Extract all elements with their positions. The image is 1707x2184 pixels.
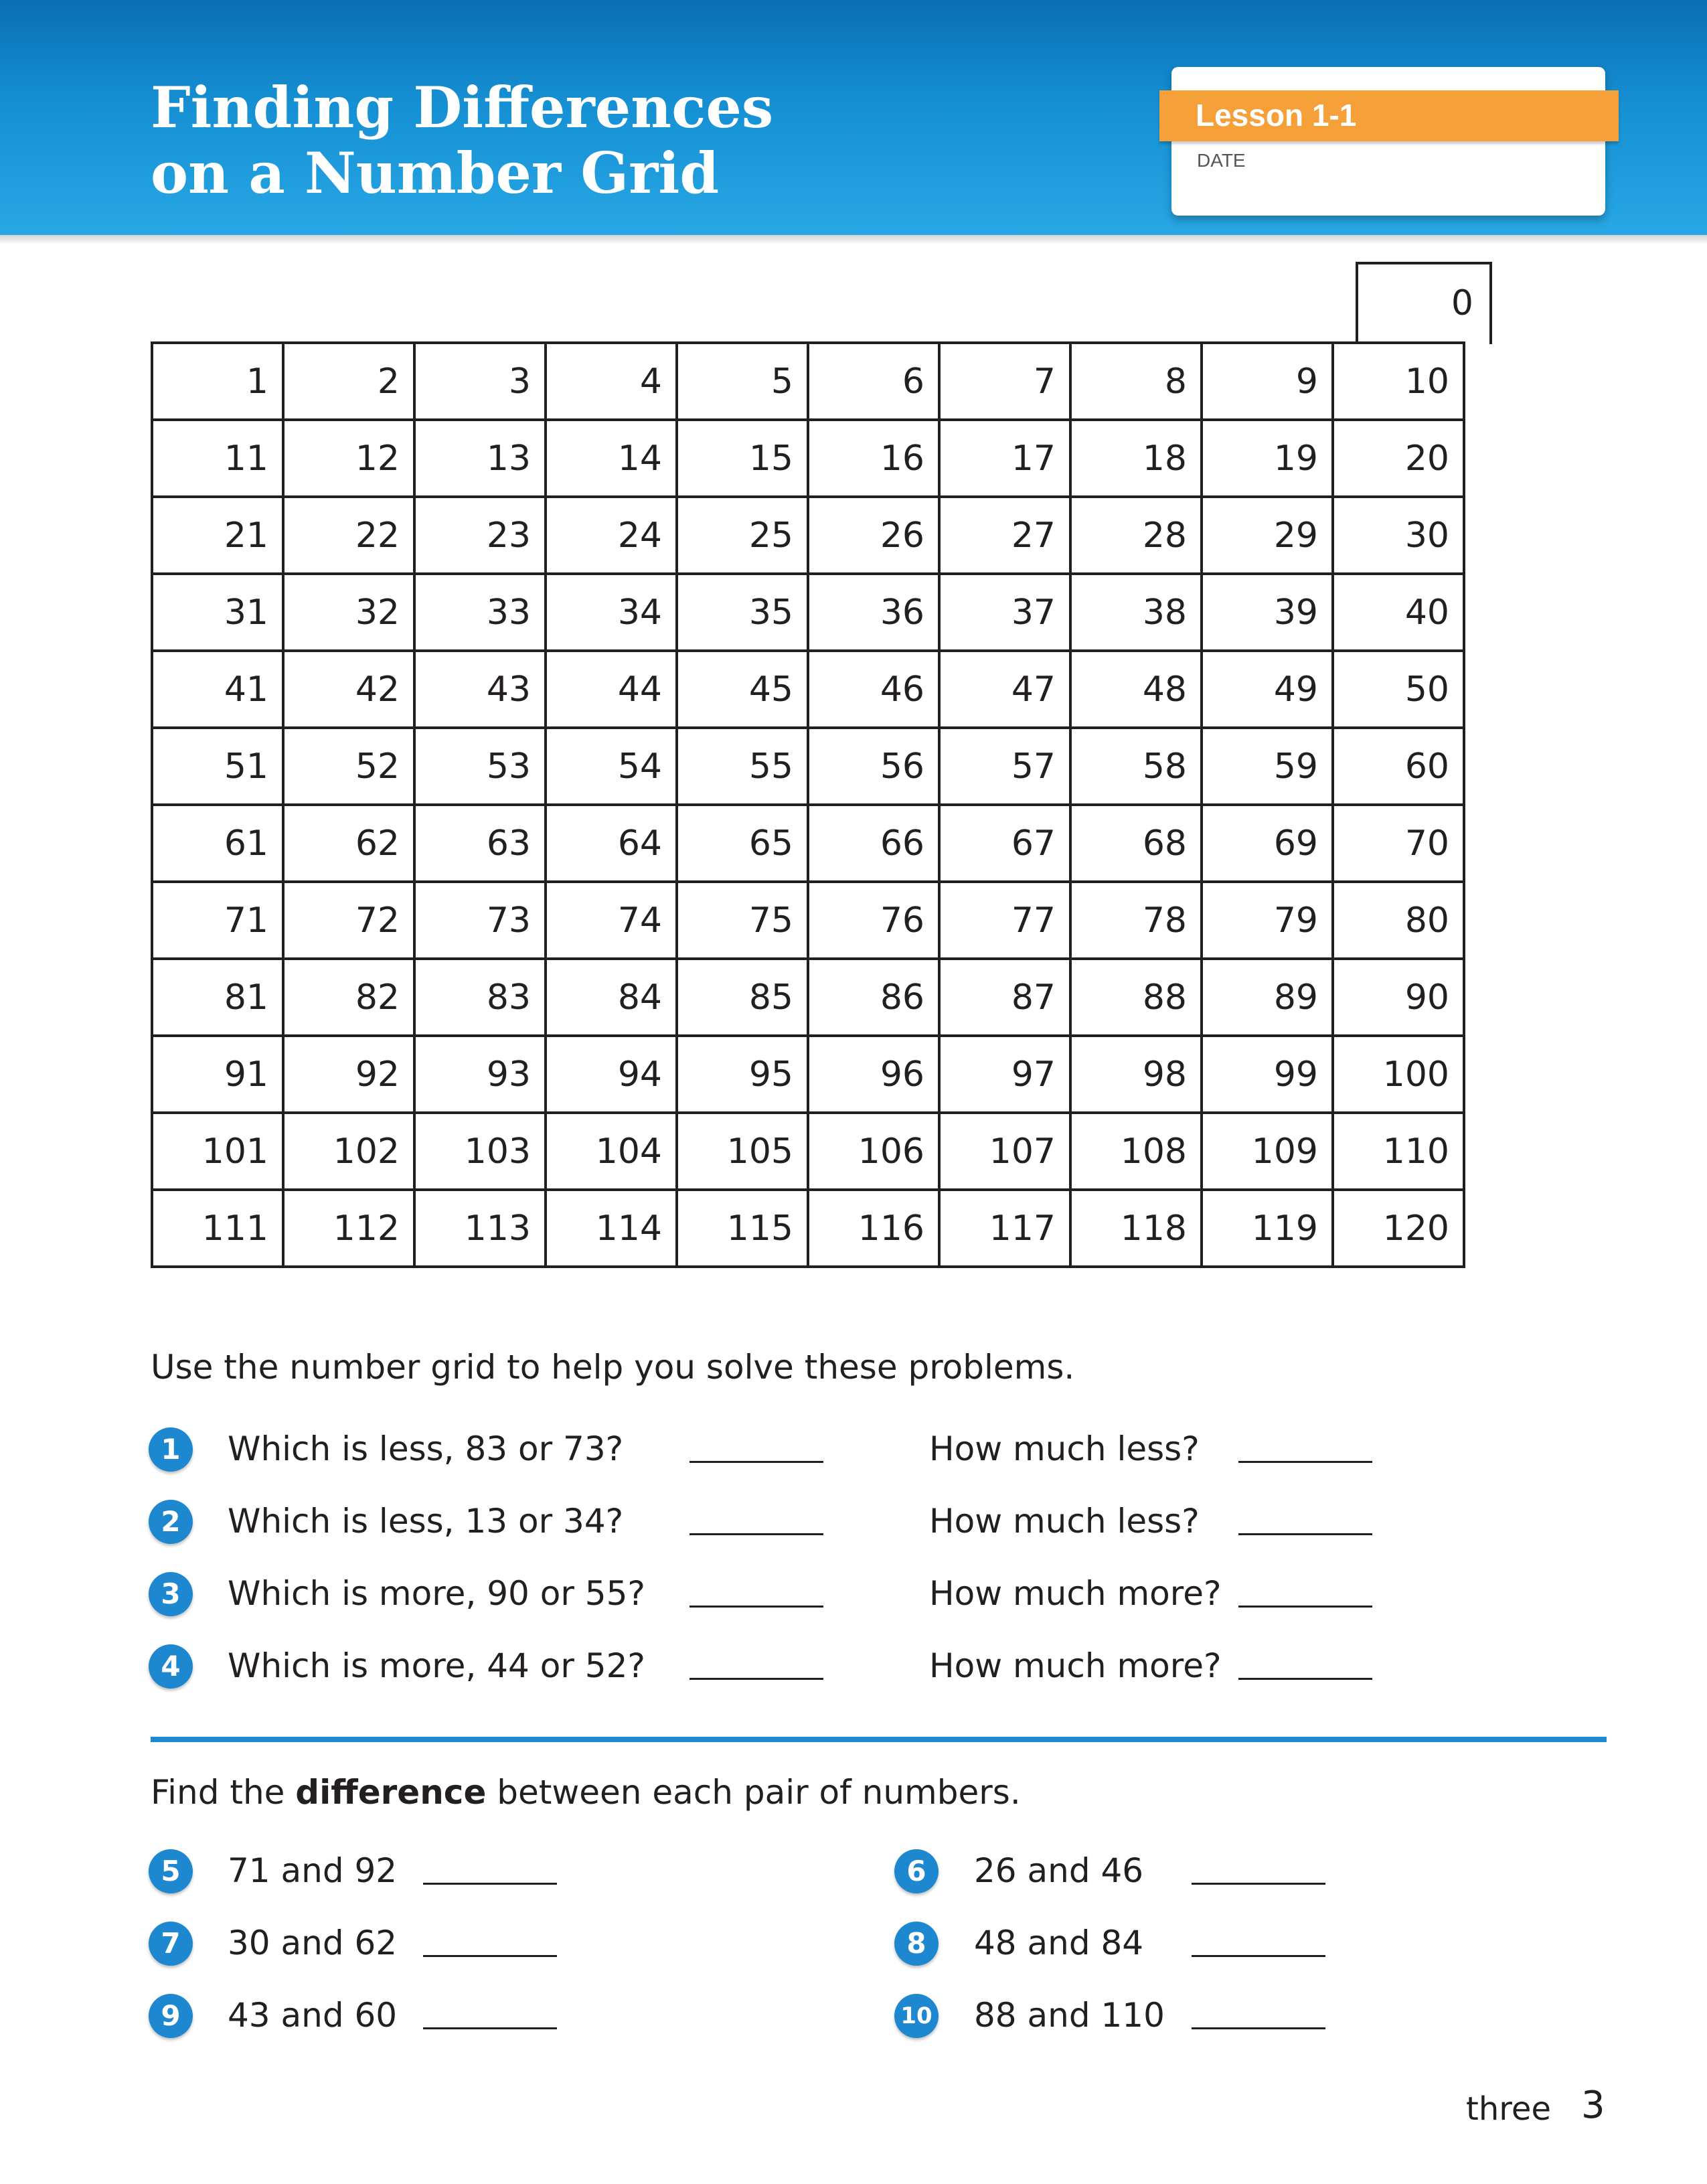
grid-cell: 85	[677, 959, 808, 1036]
grid-cell: 82	[283, 959, 414, 1036]
grid-cell: 21	[152, 497, 283, 574]
grid-row	[152, 497, 1464, 574]
problem-5-text: 71 and 92	[228, 1851, 398, 1890]
problem-9-answer-blank[interactable]	[423, 2027, 557, 2029]
grid-cell: 58	[1070, 728, 1202, 805]
grid-cell: 11	[152, 420, 283, 497]
grid-cell: 90	[1333, 959, 1464, 1036]
grid-cell: 61	[152, 805, 283, 882]
problem-9-badge: 9	[149, 1994, 193, 2038]
problem-1-badge: 1	[149, 1427, 193, 1472]
grid-cell: 33	[414, 574, 546, 651]
title-line-1: Finding Differences	[151, 74, 774, 141]
grid-cell: 56	[808, 728, 939, 805]
grid-cell: 50	[1333, 651, 1464, 728]
grid-cell: 14	[546, 420, 677, 497]
grid-cell: 86	[808, 959, 939, 1036]
grid-cell: 16	[808, 420, 939, 497]
problem-7-answer-blank[interactable]	[423, 1955, 557, 1957]
grid-cell: 84	[546, 959, 677, 1036]
grid-cell: 91	[152, 1036, 283, 1113]
problem-1-answer-blank[interactable]	[689, 1461, 823, 1463]
part2-instruction-bold: difference	[295, 1773, 487, 1812]
grid-cell: 55	[677, 728, 808, 805]
grid-cell: 62	[283, 805, 414, 882]
grid-cell: 113	[414, 1190, 546, 1267]
grid-cell: 15	[677, 420, 808, 497]
grid-cell: 68	[1070, 805, 1202, 882]
problem-10-badge: 10	[894, 1994, 939, 2038]
grid-cell: 119	[1202, 1190, 1333, 1267]
grid-cell: 103	[414, 1113, 546, 1190]
grid-cell: 42	[283, 651, 414, 728]
grid-cell: 38	[1070, 574, 1202, 651]
grid-cell: 13	[414, 420, 546, 497]
grid-cell: 1	[152, 343, 283, 420]
grid-cell: 29	[1202, 497, 1333, 574]
problem-5-badge: 5	[149, 1849, 193, 1893]
grid-cell: 12	[283, 420, 414, 497]
problem-6-text: 26 and 46	[974, 1851, 1144, 1890]
problem-2-followup: How much less?	[929, 1502, 1200, 1541]
grid-cell: 75	[677, 882, 808, 959]
number-grid	[151, 341, 1465, 1268]
grid-row	[152, 805, 1464, 882]
grid-cell: 105	[677, 1113, 808, 1190]
problem-2-answer-blank[interactable]	[689, 1533, 823, 1535]
grid-cell: 10	[1333, 343, 1464, 420]
grid-cell: 80	[1333, 882, 1464, 959]
problem-10-answer-blank[interactable]	[1192, 2027, 1325, 2029]
problem-9-text: 43 and 60	[228, 1996, 398, 2035]
grid-cell: 17	[939, 420, 1070, 497]
grid-cell: 100	[1333, 1036, 1464, 1113]
part1-instruction: Use the number grid to help you solve these problems.	[151, 1348, 1075, 1387]
grid-cell: 118	[1070, 1190, 1202, 1267]
grid-cell: 23	[414, 497, 546, 574]
grid-cell: 76	[808, 882, 939, 959]
problem-8-answer-blank[interactable]	[1192, 1955, 1325, 1957]
grid-cell: 66	[808, 805, 939, 882]
grid-cell: 98	[1070, 1036, 1202, 1113]
grid-cell: 89	[1202, 959, 1333, 1036]
grid-cell: 7	[939, 343, 1070, 420]
problem-2-question: Which is less, 13 or 34?	[228, 1502, 624, 1541]
grid-row	[152, 1113, 1464, 1190]
grid-cell: 107	[939, 1113, 1070, 1190]
problem-7-text: 30 and 62	[228, 1924, 398, 1962]
grid-cell: 71	[152, 882, 283, 959]
problem-5-answer-blank[interactable]	[423, 1883, 557, 1885]
grid-cell: 96	[808, 1036, 939, 1113]
problem-6-answer-blank[interactable]	[1192, 1883, 1325, 1885]
grid-cell: 114	[546, 1190, 677, 1267]
header-shadow	[0, 235, 1707, 244]
grid-cell: 25	[677, 497, 808, 574]
grid-cell: 77	[939, 882, 1070, 959]
grid-row	[152, 882, 1464, 959]
part2-instruction-start: Find the	[151, 1773, 296, 1812]
grid-cell: 95	[677, 1036, 808, 1113]
grid-cell: 97	[939, 1036, 1070, 1113]
grid-cell: 18	[1070, 420, 1202, 497]
grid-cell: 44	[546, 651, 677, 728]
grid-cell: 87	[939, 959, 1070, 1036]
grid-cell: 63	[414, 805, 546, 882]
grid-cell: 32	[283, 574, 414, 651]
problem-10-text: 88 and 110	[974, 1996, 1165, 2035]
grid-cell: 70	[1333, 805, 1464, 882]
grid-cell: 59	[1202, 728, 1333, 805]
grid-row	[152, 651, 1464, 728]
grid-cell: 47	[939, 651, 1070, 728]
grid-cell: 22	[283, 497, 414, 574]
grid-row	[152, 959, 1464, 1036]
grid-cell: 109	[1202, 1113, 1333, 1190]
grid-cell: 104	[546, 1113, 677, 1190]
grid-cell: 67	[939, 805, 1070, 882]
lesson-card	[1171, 67, 1605, 216]
grid-cell: 81	[152, 959, 283, 1036]
grid-cell: 93	[414, 1036, 546, 1113]
grid-cell: 31	[152, 574, 283, 651]
grid-cell: 9	[1202, 343, 1333, 420]
grid-cell: 36	[808, 574, 939, 651]
grid-cell: 6	[808, 343, 939, 420]
grid-cell: 117	[939, 1190, 1070, 1267]
grid-cell: 4	[546, 343, 677, 420]
grid-cell: 73	[414, 882, 546, 959]
grid-cell: 120	[1333, 1190, 1464, 1267]
grid-cell: 35	[677, 574, 808, 651]
grid-cell: 64	[546, 805, 677, 882]
grid-cell: 60	[1333, 728, 1464, 805]
problem-6-badge: 6	[894, 1849, 939, 1893]
grid-cell: 72	[283, 882, 414, 959]
problem-3-followup: How much more?	[929, 1574, 1222, 1613]
grid-cell: 78	[1070, 882, 1202, 959]
grid-cell: 92	[283, 1036, 414, 1113]
grid-cell: 106	[808, 1113, 939, 1190]
grid-top-cell: 0	[1356, 262, 1492, 344]
grid-cell: 54	[546, 728, 677, 805]
grid-cell: 57	[939, 728, 1070, 805]
grid-cell: 8	[1070, 343, 1202, 420]
section-divider	[151, 1737, 1607, 1742]
grid-cell: 116	[808, 1190, 939, 1267]
grid-cell: 110	[1333, 1113, 1464, 1190]
grid-row	[152, 1190, 1464, 1267]
grid-cell: 52	[283, 728, 414, 805]
grid-cell: 48	[1070, 651, 1202, 728]
grid-cell: 45	[677, 651, 808, 728]
problem-3-answer-blank[interactable]	[689, 1606, 823, 1608]
grid-cell: 101	[152, 1113, 283, 1190]
title-line-2: on a Number Grid	[151, 140, 720, 206]
grid-cell: 30	[1333, 497, 1464, 574]
grid-cell: 79	[1202, 882, 1333, 959]
grid-cell: 83	[414, 959, 546, 1036]
grid-cell: 69	[1202, 805, 1333, 882]
problem-1-followup-blank[interactable]	[1238, 1461, 1372, 1463]
problem-1-followup: How much less?	[929, 1429, 1200, 1468]
grid-cell: 27	[939, 497, 1070, 574]
grid-row	[152, 1036, 1464, 1113]
grid-cell: 20	[1333, 420, 1464, 497]
grid-cell: 99	[1202, 1036, 1333, 1113]
grid-cell: 2	[283, 343, 414, 420]
problem-4-answer-blank[interactable]	[689, 1678, 823, 1680]
problem-8-badge: 8	[894, 1922, 939, 1966]
grid-row	[152, 574, 1464, 651]
grid-cell: 41	[152, 651, 283, 728]
part2-instruction-end: between each pair of numbers.	[486, 1773, 1021, 1812]
problem-2-followup-blank[interactable]	[1238, 1533, 1372, 1535]
grid-cell: 51	[152, 728, 283, 805]
problem-3-badge: 3	[149, 1572, 193, 1616]
grid-cell: 28	[1070, 497, 1202, 574]
grid-cell: 115	[677, 1190, 808, 1267]
grid-cell: 94	[546, 1036, 677, 1113]
grid-cell: 74	[546, 882, 677, 959]
grid-cell: 24	[546, 497, 677, 574]
grid-row	[152, 728, 1464, 805]
grid-cell: 49	[1202, 651, 1333, 728]
grid-cell: 39	[1202, 574, 1333, 651]
grid-cell: 5	[677, 343, 808, 420]
grid-cell: 43	[414, 651, 546, 728]
lesson-label: Lesson 1-1	[1196, 98, 1357, 133]
grid-cell: 111	[152, 1190, 283, 1267]
page-number: 3	[1581, 2084, 1605, 2127]
problem-8-text: 48 and 84	[974, 1924, 1144, 1962]
problem-3-question: Which is more, 90 or 55?	[228, 1574, 645, 1613]
grid-cell: 65	[677, 805, 808, 882]
page-number-word: three	[1466, 2090, 1551, 2128]
grid-cell: 102	[283, 1113, 414, 1190]
problem-2-badge: 2	[149, 1500, 193, 1544]
date-label[interactable]: DATE	[1197, 150, 1246, 171]
page-title	[151, 75, 1088, 206]
grid-row	[152, 343, 1464, 420]
problem-4-question: Which is more, 44 or 52?	[228, 1646, 645, 1685]
grid-cell: 53	[414, 728, 546, 805]
grid-row	[152, 420, 1464, 497]
grid-cell: 40	[1333, 574, 1464, 651]
problem-4-followup: How much more?	[929, 1646, 1222, 1685]
problem-4-followup-blank[interactable]	[1238, 1678, 1372, 1680]
grid-cell: 3	[414, 343, 546, 420]
grid-cell: 37	[939, 574, 1070, 651]
grid-cell: 108	[1070, 1113, 1202, 1190]
part2-instruction	[151, 1772, 1021, 1812]
grid-cell: 88	[1070, 959, 1202, 1036]
grid-cell: 19	[1202, 420, 1333, 497]
grid-cell: 26	[808, 497, 939, 574]
problem-1-question: Which is less, 83 or 73?	[228, 1429, 624, 1468]
grid-cell: 34	[546, 574, 677, 651]
grid-cell: 112	[283, 1190, 414, 1267]
problem-3-followup-blank[interactable]	[1238, 1606, 1372, 1608]
grid-cell: 46	[808, 651, 939, 728]
problem-4-badge: 4	[149, 1644, 193, 1689]
problem-7-badge: 7	[149, 1922, 193, 1966]
